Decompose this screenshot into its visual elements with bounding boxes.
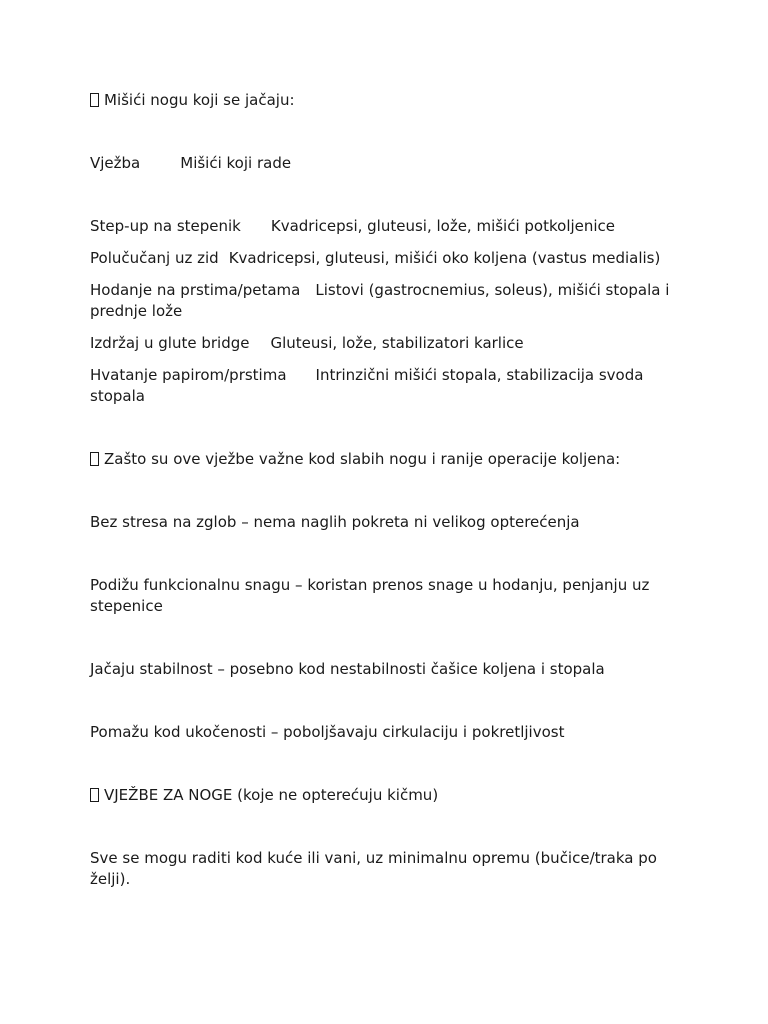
row-exercise: Izdržaj u glute bridge: [90, 334, 250, 352]
missing-glyph-box-icon: [90, 93, 99, 107]
heading-why-text: Zašto su ove vježbe važne kod slabih nogu i ranije operacije koljena:: [104, 450, 621, 468]
row-exercise: Hvatanje papirom/prstima: [90, 366, 287, 384]
heading-exercises: [90, 785, 680, 806]
closing-note: Sve se mogu raditi kod kuće ili vani, uz minimalnu opremu (bučice/traka po želji).: [90, 849, 662, 888]
row-muscles: Kvadricepsi, gluteusi, lože, mišići potkoljenice: [270, 217, 616, 235]
row-exercise: Step-up na stepenik: [90, 217, 241, 235]
reason-item: Pomažu kod ukočenosti – poboljšavaju cirkulaciju i pokretljivost: [90, 723, 565, 741]
row-exercise: Hodanje na prstima/petama: [90, 281, 301, 299]
heading-muscles: [90, 90, 680, 111]
heading-exercises-text: VJEŽBE ZA NOGE (koje ne opterećuju kičmu): [104, 786, 439, 804]
table-row: [90, 280, 680, 322]
missing-glyph-box-icon: [90, 452, 99, 466]
table-row: [90, 216, 680, 237]
document-page: [90, 90, 680, 890]
reason-item: Podižu funkcionalnu snagu – koristan prenos snage u hodanju, penjanju uz stepenice: [90, 576, 655, 615]
reason-item: Bez stresa na zglob – nema naglih pokreta ni velikog opterećenja: [90, 513, 580, 531]
reason-item: Jačaju stabilnost – posebno kod nestabilnosti čašice koljena i stopala: [90, 660, 605, 678]
table-row: [90, 365, 680, 407]
row-exercise: Polučučanj uz zid: [90, 249, 219, 267]
heading-why: [90, 449, 680, 470]
table-header-exercise: Vježba: [90, 154, 141, 172]
missing-glyph-box-icon: [90, 788, 99, 802]
table-row: [90, 248, 680, 269]
table-row: [90, 333, 680, 354]
table-header-muscles: Mišići koji rade: [180, 154, 292, 172]
table-header: [90, 153, 680, 174]
row-muscles: Intrinzični mišići stopala, stabilizacija svoda stopala: [90, 366, 649, 405]
heading-muscles-text: Mišići nogu koji se jačaju:: [104, 91, 295, 109]
row-muscles: Gluteusi, lože, stabilizatori karlice: [270, 334, 524, 352]
row-muscles: Kvadricepsi, gluteusi, mišići oko koljena (vastus medialis): [228, 249, 661, 267]
row-muscles: Listovi (gastrocnemius, soleus), mišići stopala i prednje lože: [90, 281, 675, 320]
